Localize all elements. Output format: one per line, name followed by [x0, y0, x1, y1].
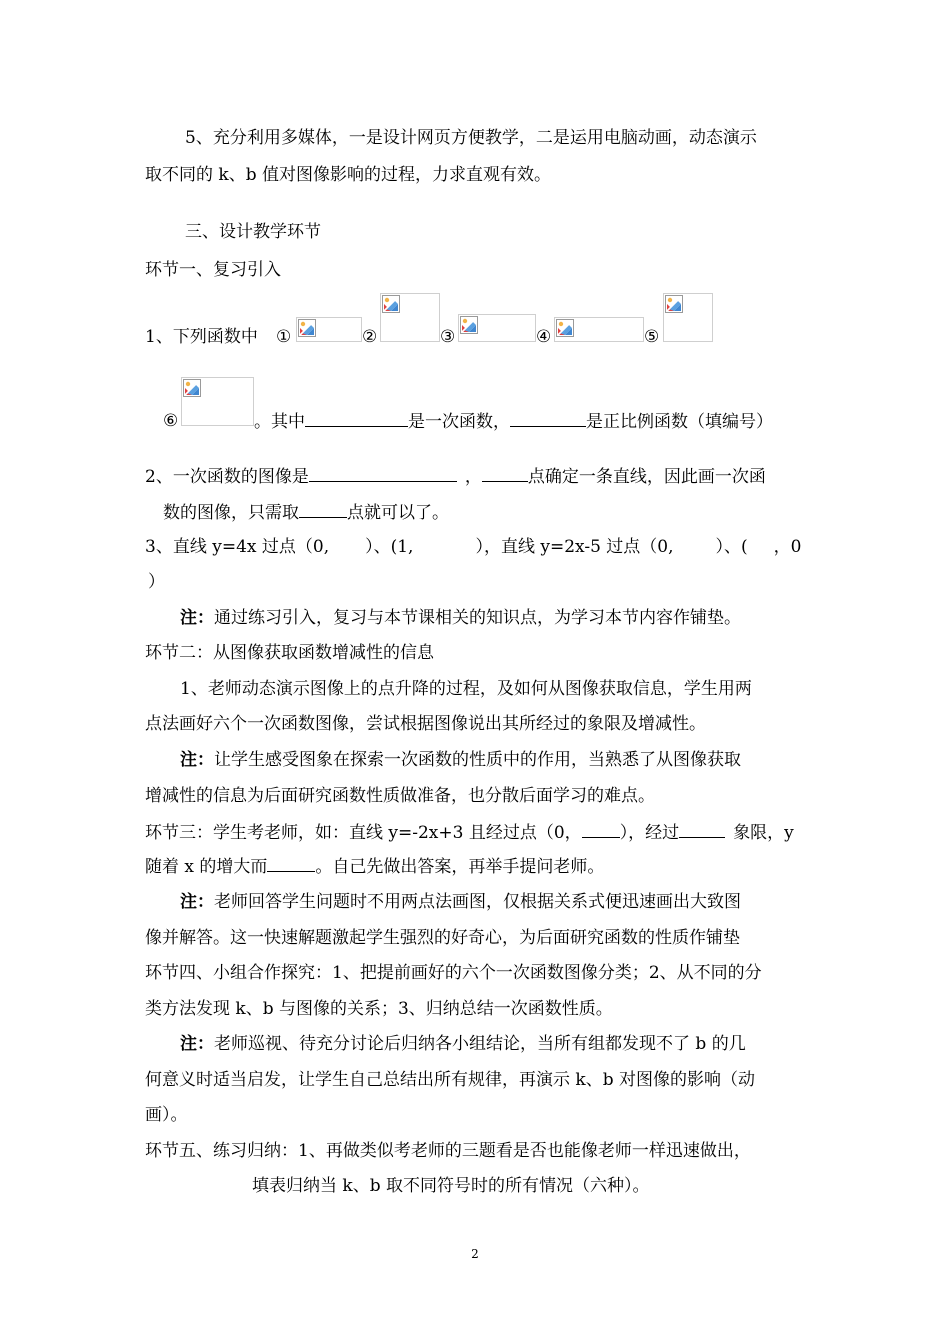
- q1-num-2: ②: [362, 327, 378, 347]
- q3-a: 3、直线 y=4x 过点（0,: [145, 537, 330, 557]
- q1-lead: 1、下列函数中: [145, 327, 258, 347]
- broken-image-icon: [183, 379, 201, 397]
- formula-image-3: [458, 314, 536, 342]
- s3-blank-3: [267, 855, 315, 872]
- para-5-line1: 5、充分利用多媒体，一是设计网页方便教学，二是运用电脑动画，动态演示: [185, 128, 757, 148]
- stage-5-line2: 填表归纳当 k、b 取不同符号时的所有情况（六种）。: [252, 1176, 650, 1196]
- stage-2-line2: 点法画好六个一次函数图像，尝试根据图像说出其所经过的象限及增减性。: [145, 714, 706, 734]
- note-4-line2: 何意义时适当启发，让学生自己总结出所有规律，再演示 k、b 对图像的影响（动: [145, 1070, 755, 1090]
- note-4-text: 老师巡视、待充分讨论后归纳各小组结论，当所有组都发现不了 b 的几: [214, 1034, 746, 1054]
- note-label: 注：: [180, 608, 214, 628]
- stage-2-line1: 1、老师动态演示图像上的点升降的过程，及如何从图像获取信息，学生用两: [180, 679, 752, 699]
- q1-mid: 。其中: [254, 412, 305, 432]
- broken-image-icon: [298, 319, 316, 337]
- note-1-text: 通过练习引入，复习与本节课相关的知识点，为学习本节内容作铺垫。: [214, 608, 741, 628]
- q1-num-6: ⑥: [163, 411, 179, 431]
- broken-image-icon: [382, 295, 400, 313]
- page-number: 2: [471, 1247, 479, 1261]
- formula-image-1: [296, 317, 362, 342]
- section-heading: 三、设计教学环节: [185, 222, 321, 242]
- q3-c: ），直线 y=2x-5 过点（0,: [475, 537, 674, 557]
- stage-1-title: 环节一、复习引入: [145, 260, 281, 280]
- s3-d: 随着 x 的增大而: [145, 857, 268, 877]
- note-label: 注：: [180, 750, 214, 770]
- q3-line1: [145, 536, 801, 558]
- q3-d: ）、(: [715, 537, 748, 557]
- s3-a: 环节三：学生考老师，如：直线 y=-2x+3 且经过点（0，: [145, 823, 582, 843]
- formula-image-5: [663, 293, 713, 342]
- broken-image-icon: [556, 319, 574, 337]
- stage-2-title: 环节二：从图像获取函数增减性的信息: [145, 643, 434, 663]
- q1-num-4: ④: [536, 327, 552, 347]
- q1-num-1: ①: [276, 327, 292, 347]
- q1-num-3: ③: [440, 327, 456, 347]
- note-4-line1: [180, 1033, 746, 1055]
- broken-image-icon: [460, 316, 478, 334]
- note-2-line1: [180, 749, 741, 771]
- stage-3-line2: [145, 855, 604, 878]
- q2-line1: [145, 465, 766, 488]
- formula-image-6: [181, 377, 254, 426]
- note-2-line2: 增减性的信息为后面研究函数性质做准备，也分散后面学习的难点。: [145, 786, 655, 806]
- note-3-line2: 像并解答。这一快速解题激起学生强烈的好奇心，为后面研究函数的性质作铺垫: [145, 928, 740, 948]
- q2-blank-2: [482, 465, 528, 482]
- q1-num-5: ⑤: [644, 327, 660, 347]
- q1-t2: 是正比例函数（填编号）: [586, 412, 773, 432]
- para-5-line2: 取不同的 k、b 值对图像影响的过程，力求直观有效。: [145, 165, 551, 185]
- formula-image-4: [554, 317, 644, 342]
- note-2-text: 让学生感受图象在探索一次函数的性质中的作用，当熟悉了从图像获取: [214, 750, 741, 770]
- stage-4-line2: 类方法发现 k、b 与图像的关系；3、归纳总结一次函数性质。: [145, 999, 613, 1019]
- formula-image-2: [380, 293, 440, 342]
- note-4-line3: 画）。: [145, 1105, 188, 1125]
- note-label: 注：: [180, 1034, 214, 1054]
- q1-t1: 是一次函数，: [408, 412, 510, 432]
- q1-blank-1: [305, 410, 408, 427]
- note-3-line1: [180, 891, 741, 913]
- q1-blank-2: [510, 410, 586, 427]
- q3-b: ）、(1,: [365, 537, 414, 557]
- s3-b: ），经过: [619, 823, 680, 843]
- note-3-text: 老师回答学生问题时不用两点法画图，仅根据关系式便迅速画出大致图: [214, 892, 741, 912]
- broken-image-icon: [665, 295, 683, 313]
- s3-e: 。自己先做出答案，再举手提问老师。: [315, 857, 605, 877]
- stage-4-line1: 环节四、小组合作探究：1、把提前画好的六个一次函数图像分类；2、从不同的分: [145, 963, 762, 983]
- s3-blank-1: [582, 821, 620, 838]
- q3-line2: ）: [148, 572, 165, 592]
- q2-e: 点就可以了。: [347, 503, 449, 523]
- q2-blank-3: [299, 501, 347, 518]
- stage-5-line1: 环节五、练习归纳：1、再做类似考老师的三题看是否也能像老师一样迅速做出，: [145, 1141, 751, 1161]
- q3-e: ，0: [773, 537, 802, 557]
- note-1: [180, 607, 741, 629]
- q2-c: 点确定一条直线，因此画一次函: [527, 467, 766, 487]
- s3-blank-2: [679, 821, 725, 838]
- q2-a: 2、一次函数的图像是: [145, 467, 309, 487]
- q2-line2: [163, 501, 449, 524]
- q2-b: ，: [464, 467, 482, 487]
- s3-c: 象限，y: [733, 823, 794, 843]
- q2-d: 数的图像，只需取: [163, 503, 299, 523]
- stage-3-line1: [145, 821, 794, 844]
- note-label: 注：: [180, 892, 214, 912]
- q1-line2: [254, 410, 773, 433]
- q2-blank-1: [309, 465, 457, 482]
